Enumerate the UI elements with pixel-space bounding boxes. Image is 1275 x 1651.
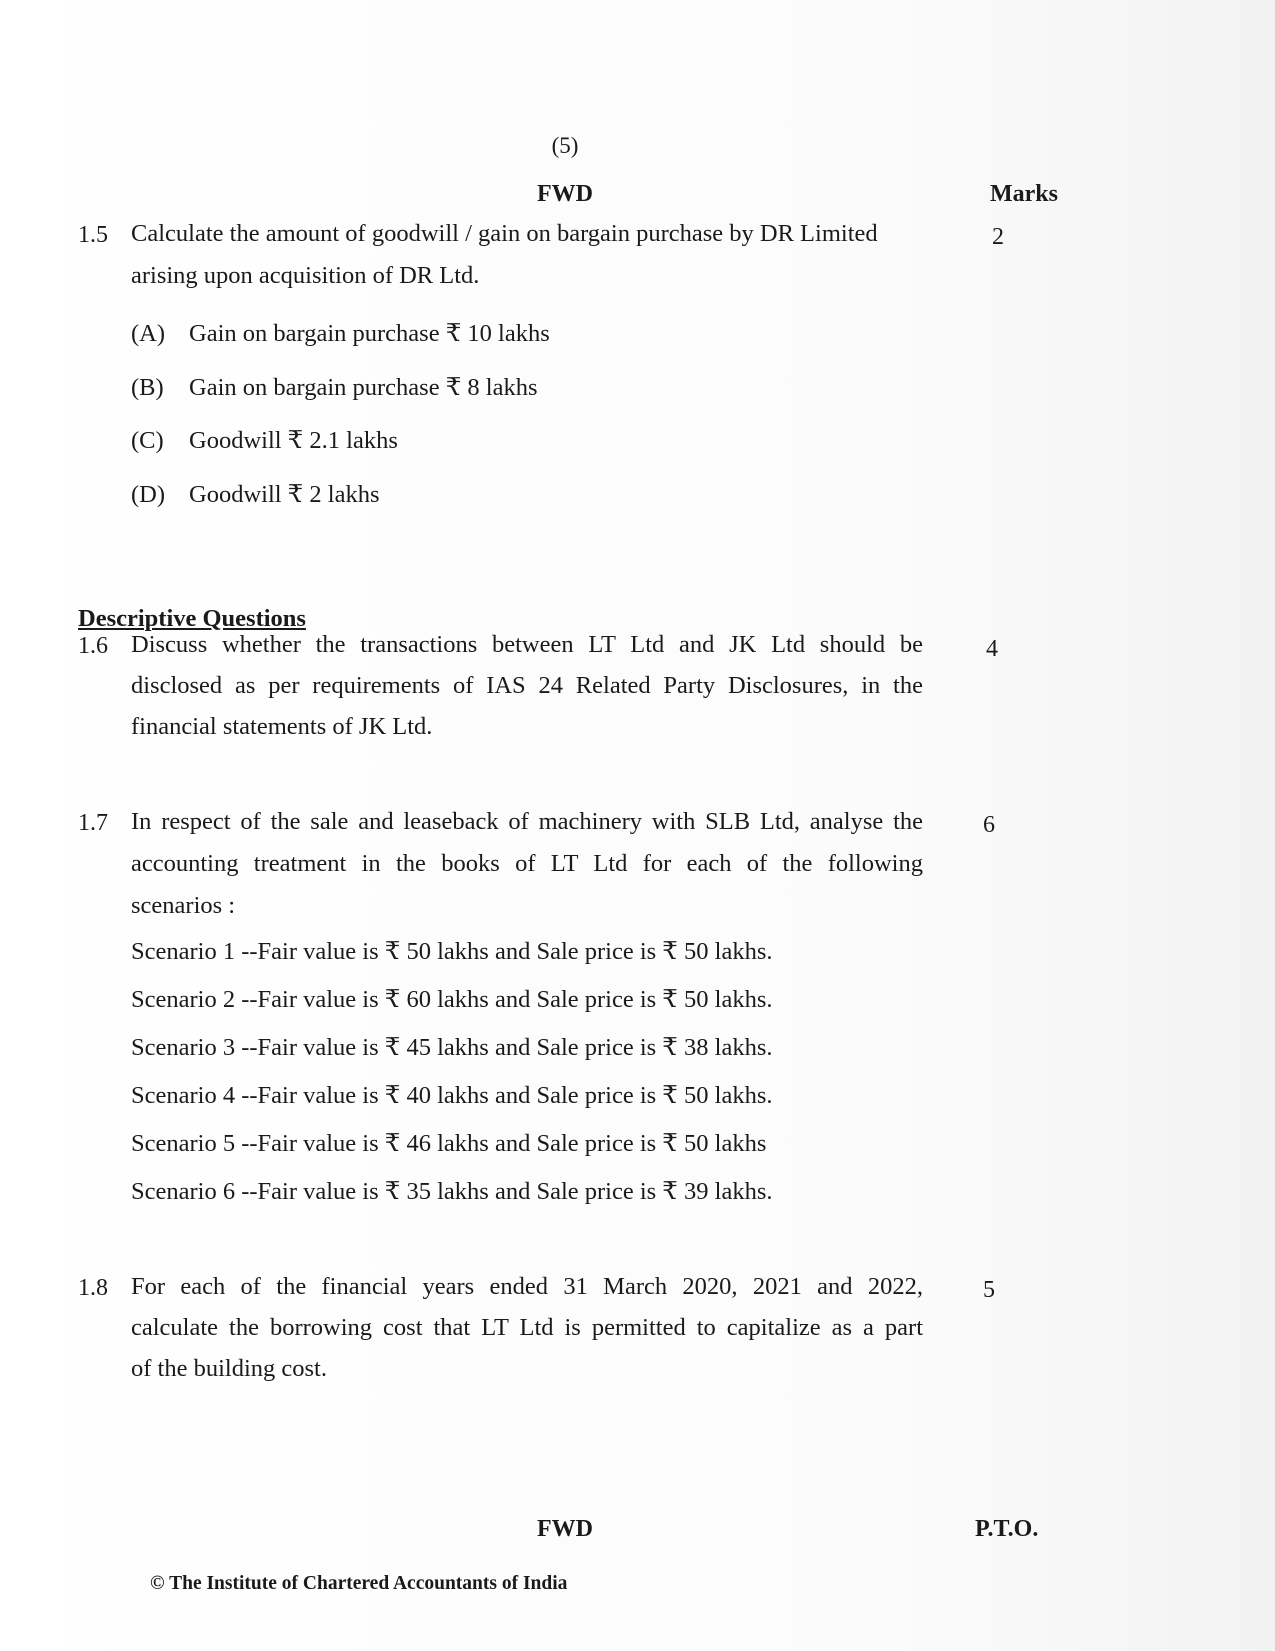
question-line: In respect of the sale and leaseback of machinery with SLB Ltd, analyse the: [131, 808, 923, 835]
question-number-1-8: 1.8: [78, 1275, 108, 1301]
copyright-notice: © The Institute of Chartered Accountants of India: [150, 1573, 568, 1594]
section-title-descriptive-questions: Descriptive Questions: [78, 605, 306, 632]
question-1-6-text: [131, 624, 923, 747]
scenario-item: Scenario 2 --Fair value is ₹ 60 lakhs and Sale price is ₹ 50 lakhs.: [131, 986, 773, 1013]
question-line: disclosed as per requirements of IAS 24 Related Party Disclosures, in the: [131, 672, 923, 699]
question-line: For each of the financial years ended 31 March 2020, 2021 and 2022,: [131, 1273, 923, 1300]
option-label: (A): [131, 320, 166, 347]
footer-paper-code: FWD: [537, 1516, 593, 1542]
scenario-item: Scenario 3 --Fair value is ₹ 45 lakhs and Sale price is ₹ 38 lakhs.: [131, 1034, 773, 1061]
question-1-7-marks: 6: [983, 812, 995, 838]
question-number-1-7: 1.7: [78, 810, 108, 836]
page-number: (5): [551, 133, 579, 158]
option-text: Goodwill ₹ 2 lakhs: [189, 481, 380, 508]
question-line: of the building cost.: [131, 1355, 327, 1382]
scenario-item: Scenario 6 --Fair value is ₹ 35 lakhs and Sale price is ₹ 39 lakhs.: [131, 1178, 773, 1205]
marks-column-label: Marks: [990, 181, 1058, 207]
header-paper-code: FWD: [537, 181, 593, 207]
option-label: (B): [131, 374, 164, 401]
question-1-8-text: [131, 1266, 923, 1389]
question-line: calculate the borrowing cost that LT Ltd is permitted to capitalize as a part: [131, 1314, 923, 1341]
scenario-list: [131, 928, 931, 1216]
option-text: Goodwill ₹ 2.1 lakhs: [189, 427, 398, 454]
question-number-1-5: 1.5: [78, 222, 108, 248]
question-number-1-6: 1.6: [78, 633, 108, 659]
question-1-5-marks: 2: [992, 224, 1004, 250]
question-line: accounting treatment in the books of LT Ltd for each of the following: [131, 850, 923, 877]
question-1-5-text: [131, 213, 931, 297]
option-label: (C): [131, 427, 164, 454]
question-line: financial statements of JK Ltd.: [131, 713, 433, 740]
question-1-6-marks: 4: [986, 636, 998, 662]
question-1-7-text: [131, 801, 923, 927]
option-c: [131, 425, 398, 455]
scenario-item: Scenario 1 --Fair value is ₹ 50 lakhs and Sale price is ₹ 50 lakhs.: [131, 938, 773, 965]
question-line: Discuss whether the transactions between LT Ltd and JK Ltd should be: [131, 631, 923, 658]
option-b: [131, 372, 538, 402]
question-line: Calculate the amount of goodwill / gain on bargain purchase by DR Limited: [131, 220, 878, 247]
question-line: arising upon acquisition of DR Ltd.: [131, 262, 480, 289]
question-line: scenarios :: [131, 892, 236, 919]
option-d: [131, 479, 380, 509]
option-label: (D): [131, 481, 166, 508]
option-text: Gain on bargain purchase ₹ 8 lakhs: [189, 374, 538, 401]
question-1-8-marks: 5: [983, 1277, 995, 1303]
footer-pto: P.T.O.: [975, 1516, 1039, 1542]
option-text: Gain on bargain purchase ₹ 10 lakhs: [189, 320, 550, 347]
option-a: [131, 318, 550, 348]
scenario-item: Scenario 5 --Fair value is ₹ 46 lakhs and Sale price is ₹ 50 lakhs: [131, 1130, 767, 1157]
scenario-item: Scenario 4 --Fair value is ₹ 40 lakhs and Sale price is ₹ 50 lakhs.: [131, 1082, 773, 1109]
